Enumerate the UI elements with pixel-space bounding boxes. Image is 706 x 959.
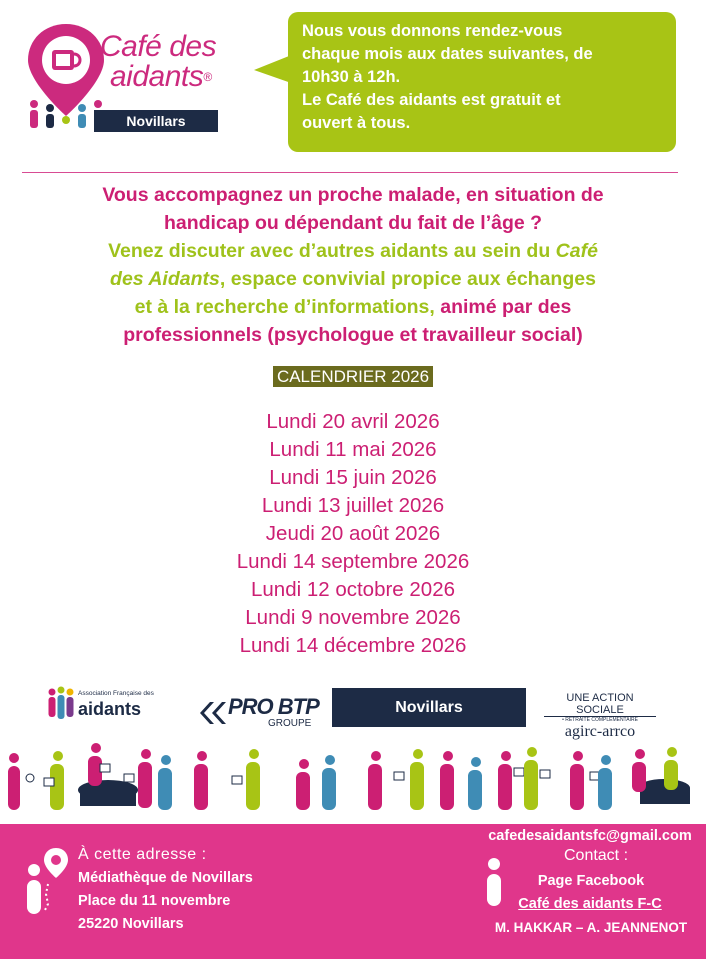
date-item: Lundi 12 octobre 2026 xyxy=(250,578,456,601)
date-item: Lundi 13 juillet 2026 xyxy=(261,494,445,517)
facebook-page-name[interactable]: Café des aidants F-C xyxy=(518,896,662,912)
date-list xyxy=(0,408,706,660)
location-badge-header: Novillars xyxy=(94,110,218,132)
bubble-line-4: Le Café des aidants est gratuit et xyxy=(302,91,561,109)
location-pin-icon xyxy=(22,846,70,916)
intro-line-5a: et à la recherche d’informations, xyxy=(134,296,441,318)
intro-line-2: handicap ou dépendant du fait de l’âge ? xyxy=(163,212,543,234)
bubble-line-1: Nous vous donnons rendez-vous xyxy=(302,22,563,40)
afa-logo xyxy=(46,684,166,728)
intro-line-5b: animé par des xyxy=(440,296,572,318)
agirc-line-2: • RETRAITE COMPLÉMENTAIRE xyxy=(562,717,638,723)
date-item: Lundi 14 septembre 2026 xyxy=(236,550,470,573)
probtp-sub-text: GROUPE xyxy=(268,718,312,729)
contact-email[interactable]: cafedesaidantsfc@gmail.com xyxy=(488,828,692,844)
afa-people-icon xyxy=(46,686,76,724)
afa-big-text: aidants xyxy=(78,699,142,719)
probtp-logo xyxy=(200,690,322,732)
agirc-arrco-logo xyxy=(544,692,656,740)
date-item: Lundi 20 avril 2026 xyxy=(266,410,440,433)
facebook-link[interactable]: Page Facebook xyxy=(537,873,645,889)
intro-line-6: professionnels (psychologue et travailleur social) xyxy=(123,324,583,346)
address-line-3: 25220 Novillars xyxy=(78,916,184,932)
calendar-title: CALENDRIER 2026 xyxy=(273,366,433,387)
intro-line-3a: Venez discuter avec d’autres aidants au sein du xyxy=(108,240,556,262)
date-item: Lundi 14 décembre 2026 xyxy=(239,634,467,657)
address-line-1: Médiathèque de Novillars xyxy=(78,870,253,886)
address-line-2: Place du 11 novembre xyxy=(78,893,231,909)
location-badge-partners: Novillars xyxy=(332,688,526,727)
agirc-line-3: agirc-arrco xyxy=(564,723,636,740)
intro-line-1: Vous accompagnez un proche malade, en situation de xyxy=(102,184,604,206)
date-item: Jeudi 20 août 2026 xyxy=(265,522,441,545)
date-item: Lundi 15 juin 2026 xyxy=(269,466,437,489)
agirc-line-1: UNE ACTION SOCIALE xyxy=(544,692,656,717)
intro-line-4b: , espace convivial propice aux échanges xyxy=(219,268,596,290)
probtp-mark-icon xyxy=(200,702,230,724)
address-block xyxy=(78,867,253,936)
logo-title-line1: Café des xyxy=(100,30,217,63)
intro-text xyxy=(10,181,696,349)
intro-line-4a: des Aidants xyxy=(110,268,220,290)
date-item: Lundi 11 mai 2026 xyxy=(269,438,437,461)
logo-title-line2: aidants xyxy=(110,60,204,93)
header-divider xyxy=(22,172,678,173)
bubble-line-2: chaque mois aux dates suivantes, de xyxy=(302,45,593,63)
contact-names: M. HAKKAR – A. JEANNENOT xyxy=(494,920,688,935)
logo-registered: ® xyxy=(203,70,212,84)
afa-small-text: Association Française des xyxy=(78,690,154,697)
bubble-line-5: ouvert à tous. xyxy=(302,114,411,132)
date-item: Lundi 9 novembre 2026 xyxy=(245,606,461,629)
intro-line-3b: Café xyxy=(555,240,598,262)
probtp-text: PRO BTP xyxy=(228,694,319,719)
contact-title: Contact : xyxy=(563,847,629,864)
people-illustration xyxy=(0,738,706,818)
address-title: À cette adresse : xyxy=(78,846,207,863)
bubble-line-3: 10h30 à 12h. xyxy=(302,68,401,86)
info-bubble xyxy=(288,12,676,152)
